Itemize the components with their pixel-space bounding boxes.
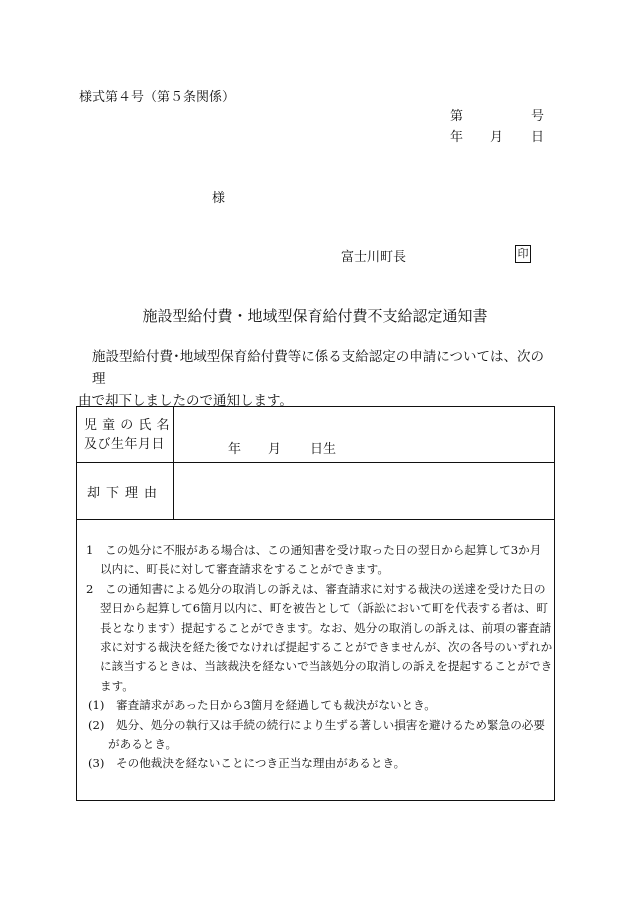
birth-year: 年 [228, 442, 242, 457]
document-number-prefix: 第 [450, 109, 464, 124]
note-line: (3) その他裁決を経ないことにつき正当な理由があるとき。 [88, 756, 406, 771]
sub-item-1 [86, 696, 549, 715]
note-line: 長となります）提起することができます。なお、処分の取消しの訴えは、前項の審査請 [100, 620, 552, 635]
child-info-row [77, 407, 554, 463]
child-label-line: 児 童 の 氏 名 [84, 418, 171, 433]
note-2 [86, 580, 553, 696]
note-line: 翌日から起算して6箇月以内に、町を被告として（訴訟において町を代表する者は、町 [100, 601, 548, 616]
child-label-line: 及び生年月日 [84, 437, 166, 452]
reason-row [77, 462, 554, 520]
note-line: に該当するときは、当該裁決を経ないで当該処分の取消しの訴えを提起することができ [100, 659, 553, 674]
note-line: ます。 [100, 678, 134, 693]
sub-item-3 [86, 754, 549, 773]
form-number: 様式第４号（第５条関係） [79, 90, 236, 105]
note-line: 2 この通知書による処分の取消しの訴えは、審査請求に対する裁決の送達を受けた日の [86, 581, 546, 596]
date-month: 月 [490, 130, 504, 145]
note-line: (2) 処分、処分の執行又は手続の続行により生ずる著しい損害を避けるため緊急の必要 [88, 717, 545, 732]
document-title: 施設型給付費・地域型保育給付費不支給認定通知書 [142, 307, 488, 325]
date-year: 年 [450, 130, 464, 145]
intro-line: 由で却下しましたので通知します。 [78, 393, 293, 409]
note-line: 以内に、町長に対して審査請求をすることができます。 [100, 562, 389, 577]
note-line: (1) 審査請求があった日から3箇月を経過しても裁決がないとき。 [88, 698, 436, 713]
sub-item-2 [86, 716, 549, 755]
note-line: があるとき。 [108, 737, 178, 752]
intro-paragraph [78, 346, 556, 412]
note-line: 1 この処分に不服がある場合は、この通知書を受け取った日の翌日から起算して3か月 [86, 543, 542, 557]
note-line: 求に対する裁決を経た後でなければ提起することができませんが、次の各号のいずれか [100, 640, 553, 655]
column-divider [173, 407, 174, 519]
notice-table [76, 406, 555, 801]
date-day: 日 [531, 130, 545, 145]
note-1 [86, 541, 549, 580]
reason-label: 却下理由 [87, 486, 164, 501]
notes-section [86, 541, 553, 774]
birth-month: 月 [268, 442, 282, 457]
intro-line: 施設型給付費･地域型保育給付費等に係る支給認定の申請については、次の理 [92, 349, 544, 387]
addressee-honorific: 様 [212, 191, 226, 206]
document-number-suffix: 号 [531, 109, 545, 124]
seal-mark: 印 [515, 245, 531, 263]
birth-day: 日生 [310, 442, 337, 457]
child-label [84, 416, 170, 454]
issuer-name: 富士川町長 [341, 250, 407, 265]
